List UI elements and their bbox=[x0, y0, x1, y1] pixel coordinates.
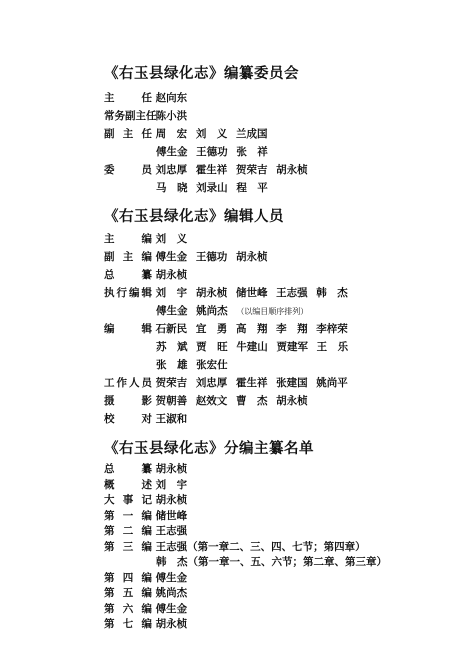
compiler-row bbox=[104, 524, 192, 539]
person-name: 傅生金 bbox=[155, 251, 188, 263]
ordering-note: （以编目顺序排列） bbox=[236, 307, 309, 316]
person-name: 贺荣吉 bbox=[155, 377, 188, 389]
person-name: 贾建军 bbox=[276, 341, 308, 353]
person-name: 张建国 bbox=[276, 377, 308, 389]
person-name: 韩 杰（第一章一、五、六节；第二章、第三章） bbox=[156, 556, 387, 568]
person-name: 张 雄 bbox=[156, 359, 188, 371]
role-label: 第 五 编 bbox=[104, 587, 152, 599]
role-label: 副 主 任 bbox=[104, 128, 152, 140]
person-name: 李 翔 bbox=[276, 323, 308, 335]
committee-row-continued bbox=[156, 179, 273, 197]
section-title-editors: 《右玉县绿化志》编辑人员 bbox=[104, 208, 284, 225]
role-label: 第 四 编 bbox=[104, 571, 152, 584]
role-label: 第 二 编 bbox=[104, 525, 152, 537]
person-name: 王德功 bbox=[196, 146, 228, 158]
role-label: 大 事 记 bbox=[104, 494, 152, 506]
person-name: 韩 杰 bbox=[316, 287, 348, 299]
person-name: 兰成国 bbox=[235, 128, 268, 140]
committee-row bbox=[104, 125, 272, 143]
person-name: 赵效文 bbox=[195, 395, 228, 407]
role-label: 副 主 编 bbox=[104, 251, 152, 263]
person-name: 贺荣吉 bbox=[235, 164, 268, 176]
person-name: 姚尚平 bbox=[316, 377, 348, 389]
compiler-row bbox=[104, 586, 192, 601]
person-name: 周 宏 bbox=[155, 128, 188, 140]
role-label: 第 一 编 bbox=[104, 509, 152, 522]
person-name: 刘 宇 bbox=[155, 287, 188, 299]
person-name: 霍生祥 bbox=[195, 164, 228, 176]
editor-row bbox=[104, 410, 192, 428]
person-name: 张 祥 bbox=[236, 146, 268, 158]
role-label: 主 任 bbox=[104, 92, 152, 104]
editor-row-continued bbox=[156, 338, 353, 356]
role-label: 主 编 bbox=[104, 233, 152, 245]
role-label: 第 七 编 bbox=[104, 618, 152, 630]
person-name: 赵向东 bbox=[155, 92, 188, 104]
role-label: 总 纂 bbox=[104, 463, 152, 475]
person-name: 牛建山 bbox=[236, 341, 268, 353]
compiler-row bbox=[104, 478, 192, 493]
person-name: 王淑和 bbox=[155, 413, 188, 425]
person-name: 储世峰 bbox=[235, 287, 268, 299]
person-name: 胡永桢 bbox=[155, 463, 188, 475]
person-name: 高 翔 bbox=[235, 323, 268, 335]
person-name: 胡永桢 bbox=[276, 395, 308, 407]
person-name: 张宏仕 bbox=[196, 359, 228, 371]
person-name: 刘忠厚 bbox=[195, 377, 228, 389]
person-name: 傅生金 bbox=[155, 602, 188, 615]
person-name: 王德功 bbox=[195, 251, 228, 263]
person-name: 傅生金 bbox=[156, 305, 188, 317]
person-name: 苏 斌 bbox=[156, 341, 188, 353]
person-name: 刘录山 bbox=[196, 182, 228, 194]
person-name: 刘 义 bbox=[155, 233, 188, 245]
person-name: 刘忠厚 bbox=[155, 164, 188, 176]
role-label: 总 纂 bbox=[104, 269, 152, 281]
compiler-row bbox=[104, 602, 192, 617]
role-label: 第 六 编 bbox=[104, 602, 152, 615]
person-name: 曹 杰 bbox=[235, 395, 268, 407]
editor-row-continued bbox=[156, 356, 233, 374]
person-name: 刘 义 bbox=[195, 128, 228, 140]
role-label: 执行编辑 bbox=[104, 287, 152, 299]
section-title-chief-compilers: 《右玉县绿化志》分编主纂名单 bbox=[104, 440, 314, 457]
section-title-editorial-committee: 《右玉县绿化志》编纂委员会 bbox=[104, 65, 299, 82]
person-name: 胡永桢 bbox=[155, 494, 188, 506]
person-name: 霍生祥 bbox=[235, 377, 268, 389]
editor-row bbox=[104, 230, 192, 248]
person-name: 贺朝善 bbox=[155, 395, 188, 407]
committee-row-continued bbox=[156, 143, 273, 161]
editor-row bbox=[104, 266, 192, 284]
person-name: 胡永桢 bbox=[155, 269, 188, 281]
person-name: 王志强（第一章二、三、四、七节；第四章） bbox=[155, 540, 366, 553]
person-name: 李梓荣 bbox=[316, 323, 348, 335]
person-name: 胡永桢 bbox=[276, 164, 308, 176]
person-name: 刘 宇 bbox=[155, 478, 188, 491]
editor-row bbox=[104, 248, 272, 266]
person-name: 马 晓 bbox=[156, 182, 188, 194]
role-label: 委 员 bbox=[104, 164, 152, 176]
person-name: 胡永桢 bbox=[195, 287, 228, 299]
editor-row bbox=[104, 374, 353, 392]
person-name: 陈小洪 bbox=[155, 110, 188, 122]
editor-row-continued bbox=[156, 302, 313, 320]
person-name: 胡永桢 bbox=[235, 251, 268, 263]
role-label: 概 述 bbox=[104, 478, 152, 491]
person-name: 宜 勇 bbox=[195, 323, 228, 335]
role-label: 编 辑 bbox=[104, 323, 152, 335]
role-label: 第 三 编 bbox=[104, 540, 152, 553]
person-name: 胡永桢 bbox=[155, 618, 188, 630]
editor-row bbox=[104, 392, 313, 410]
person-name: 储世峰 bbox=[155, 509, 188, 522]
person-name: 王志强 bbox=[276, 287, 308, 299]
compiler-row bbox=[104, 540, 371, 555]
person-name: 程 平 bbox=[236, 182, 268, 194]
role-label: 工作人员 bbox=[104, 377, 152, 389]
editor-row bbox=[104, 320, 353, 338]
person-name: 贾 旺 bbox=[196, 341, 228, 353]
committee-row bbox=[104, 107, 192, 125]
compiler-row bbox=[104, 493, 192, 508]
compiler-row bbox=[104, 462, 192, 477]
compiler-row-continued bbox=[156, 555, 392, 570]
person-name: 傅生金 bbox=[155, 571, 188, 584]
person-name: 王 乐 bbox=[316, 341, 349, 353]
person-name: 姚尚杰 bbox=[155, 587, 188, 599]
person-name: 姚尚杰 bbox=[196, 305, 228, 317]
editor-row bbox=[104, 284, 353, 302]
person-name: 傅生金 bbox=[156, 146, 188, 158]
compiler-row bbox=[104, 509, 192, 524]
role-label: 常务副主任 bbox=[104, 110, 157, 122]
committee-row bbox=[104, 89, 192, 107]
compiler-row bbox=[104, 571, 192, 586]
committee-row bbox=[104, 161, 313, 179]
role-label: 校 对 bbox=[104, 413, 152, 425]
compiler-row bbox=[104, 617, 192, 632]
person-name: 王志强 bbox=[155, 525, 188, 537]
role-label: 摄 影 bbox=[104, 395, 152, 407]
person-name: 石新民 bbox=[155, 323, 188, 335]
